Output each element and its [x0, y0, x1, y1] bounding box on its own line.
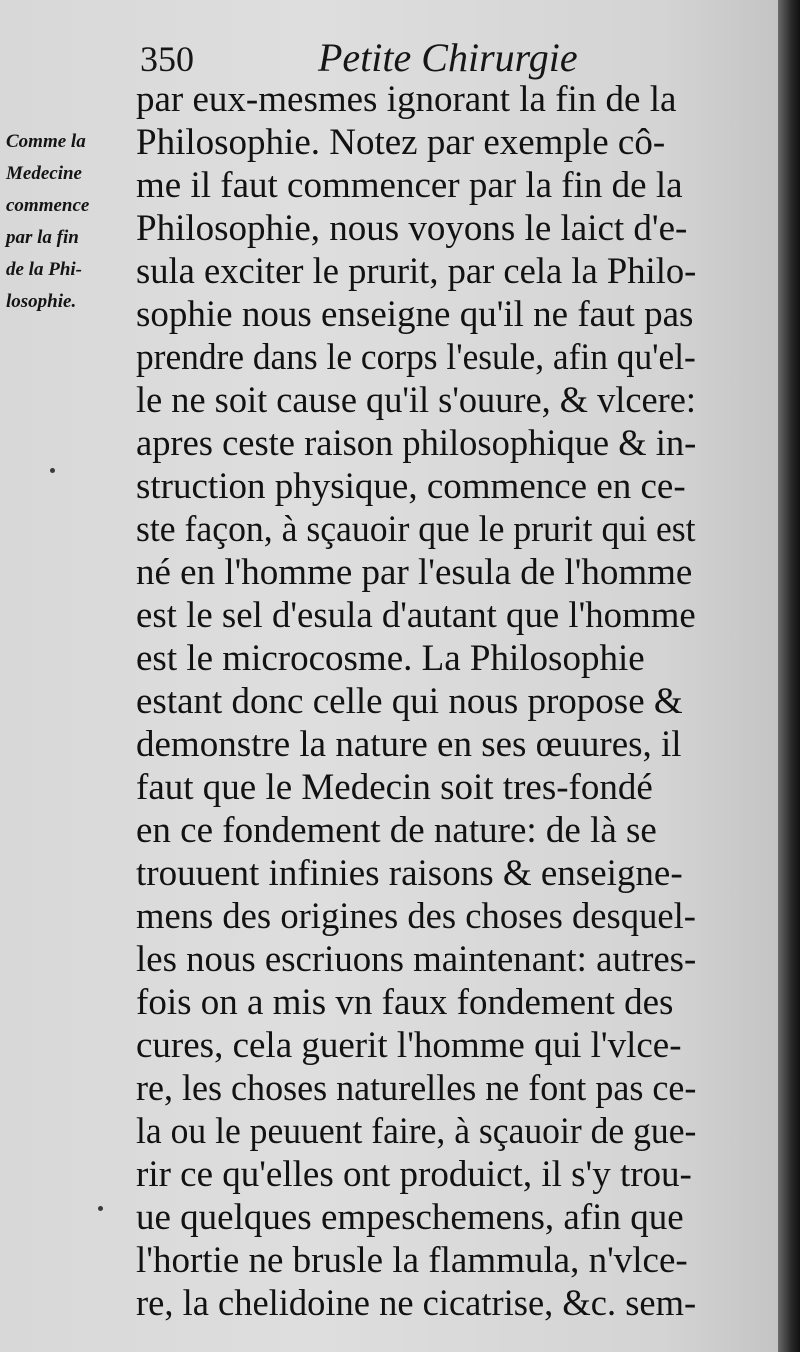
text-line: la ou le peuuent faire, à sçauoir de gue- [136, 1111, 697, 1152]
page-edge [778, 0, 800, 1352]
text-line: en ce fondement de nature: de là se [136, 810, 657, 851]
text-line: rir ce qu'elles ont produict, il s'y trou- [136, 1154, 692, 1195]
marginal-note-line: losophie. [6, 291, 77, 312]
text-line: par eux-mesmes ignorant la fin de la [136, 79, 677, 120]
marginal-note [6, 126, 134, 318]
paper-speck [98, 1206, 103, 1211]
text-line: re, la chelidoine ne cicatrise, &c. sem- [136, 1283, 697, 1324]
text-line: sophie nous enseigne qu'il ne faut pas [136, 294, 694, 335]
text-line: les nous escriuons maintenant: autres- [136, 939, 697, 980]
page-number: 350 [140, 39, 194, 79]
text-line: sula exciter le prurit, par cela la Philo- [136, 251, 697, 292]
text-line: l'hortie ne brusle la flammula, n'vlce- [136, 1240, 688, 1281]
marginal-note-line: de la Phi- [6, 259, 82, 280]
text-line: fois on a mis vn faux fondement des [136, 982, 674, 1023]
marginal-note-line: Medecine [6, 163, 82, 184]
text-line: struction physique, commence en ce- [136, 466, 686, 507]
marginal-note-line: commence [6, 195, 90, 216]
body-text [136, 78, 696, 1325]
text-line: mens des origines des choses desquel- [136, 896, 696, 937]
text-line: faut que le Medecin soit tres-fondé [136, 767, 653, 808]
marginal-note-line: Comme la [6, 131, 86, 152]
text-line: Philosophie, nous voyons le laict d'e- [136, 208, 688, 249]
text-line: né en l'homme par l'esula de l'homme [136, 552, 693, 593]
text-line: estant donc celle qui nous propose & [136, 681, 683, 722]
text-line: ue quelques empeschemens, afin que [136, 1197, 684, 1238]
text-line: le ne soit cause qu'il s'ouure, & vlcere: [136, 380, 696, 421]
text-line: cures, cela guerit l'homme qui l'vlce- [136, 1025, 682, 1066]
marginal-note-line: par la fin [6, 227, 79, 248]
text-line: est le microcosme. La Philosophie [136, 638, 645, 679]
text-line: ste façon, à sçauoir que le prurit qui est [136, 509, 696, 550]
text-line: re, les choses naturelles ne font pas ce- [136, 1068, 697, 1109]
text-line: apres ceste raison philosophique & in- [136, 423, 697, 464]
text-line: trouuent infinies raisons & enseigne- [136, 853, 683, 894]
text-line: demonstre la nature en ses œuures, il [136, 724, 682, 765]
text-line: est le sel d'esula d'autant que l'homme [136, 595, 696, 636]
paper-speck [50, 468, 55, 473]
text-line: prendre dans le corps l'esule, afin qu'el- [136, 337, 696, 378]
text-line: Philosophie. Notez par exemple cô- [136, 122, 666, 163]
text-line: me il faut commencer par la fin de la [136, 165, 683, 206]
running-head: Petite Chirurgie [318, 35, 578, 80]
